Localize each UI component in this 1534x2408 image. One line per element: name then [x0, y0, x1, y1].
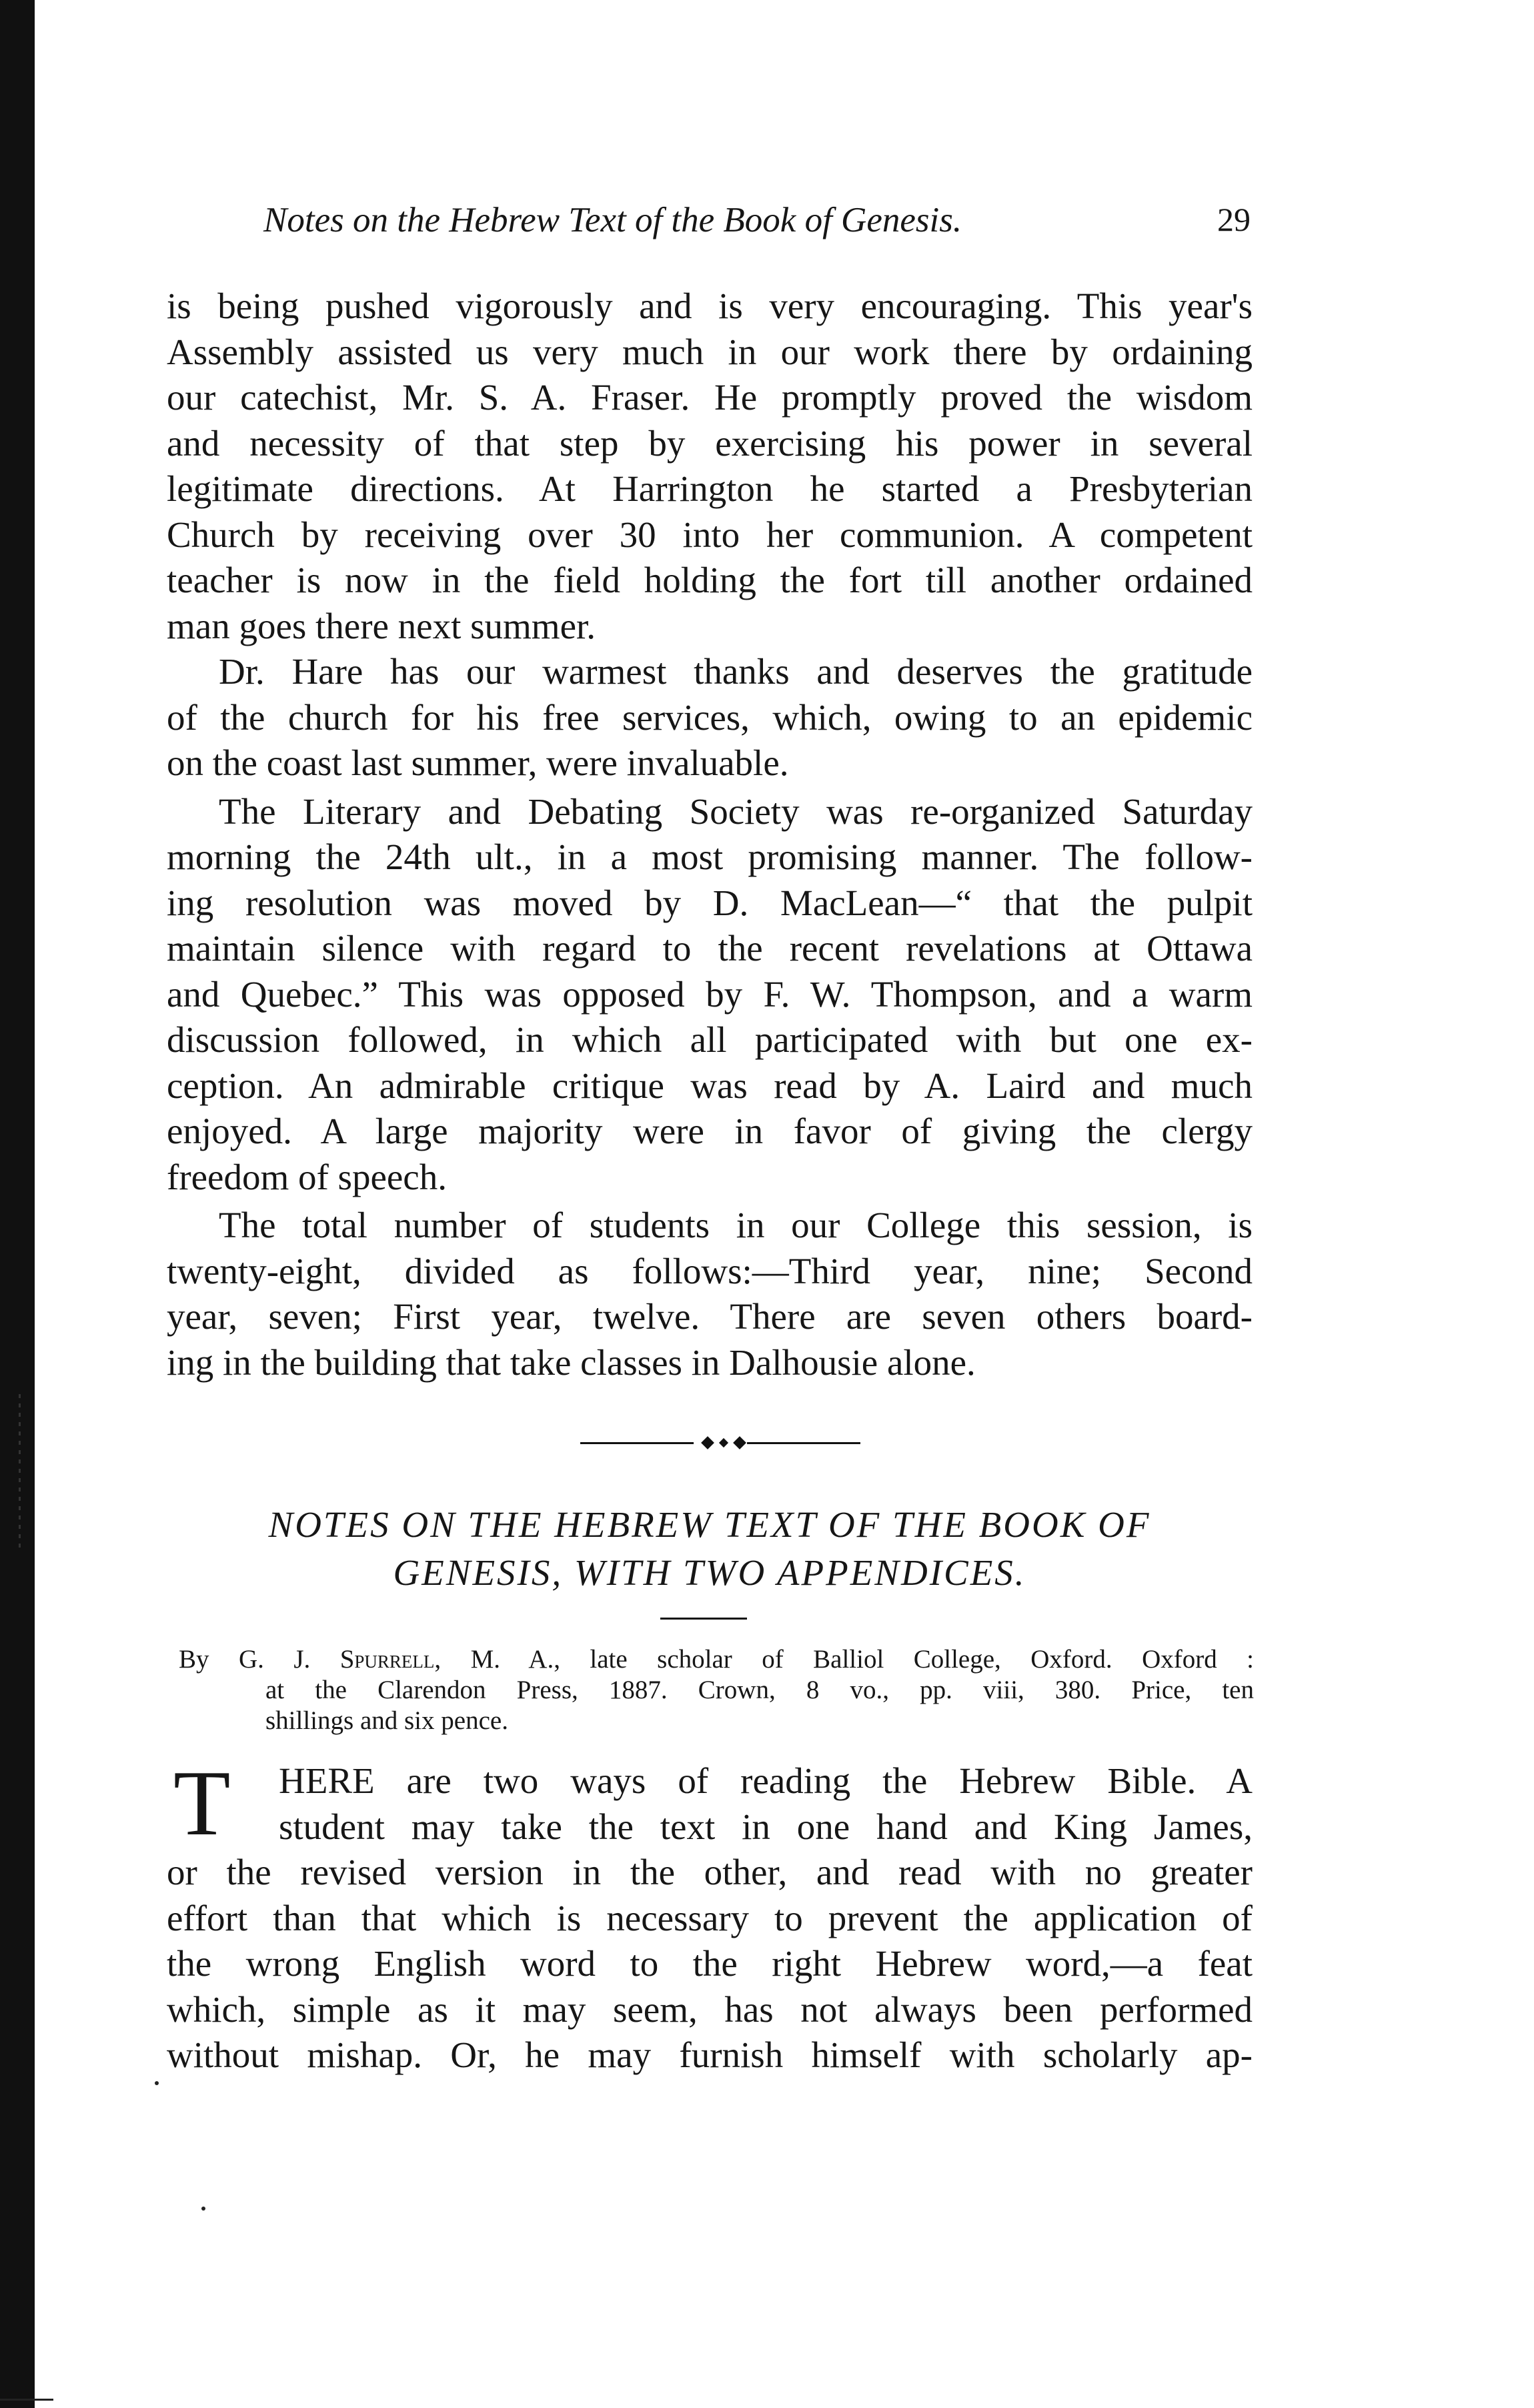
divider-diamond [733, 1436, 746, 1449]
text-line: The Literary and Debating Society was re-organized Saturday [219, 790, 1253, 832]
text-line: year, seven; First year, twelve. There are seven others board- [167, 1296, 1253, 1337]
divider-diamond [719, 1438, 728, 1447]
gutter-mark [19, 1394, 21, 1548]
text-line: ing in the building that take classes in Dalhousie alone. [167, 1341, 976, 1383]
text-line: our catechist, Mr. S. A. Fraser. He promptly proved the wisdom [167, 377, 1253, 418]
text-line: ception. An admirable critique was read by A. Laird and much [167, 1065, 1253, 1106]
text-line: maintain silence with regard to the recent revelations at Ottawa [167, 928, 1253, 969]
text-line: Dr. Hare has our warmest thanks and deserves the gratitude [219, 651, 1253, 692]
text-line: twenty-eight, divided as follows:—Third year, nine; Second [167, 1250, 1253, 1291]
text-line: morning the 24th ult., in a most promising manner. The follow- [167, 836, 1253, 877]
article-title [167, 1501, 1253, 1597]
text-line: legitimate directions. At Harrington he started a Presbyterian [167, 468, 1253, 509]
paragraph [167, 283, 1253, 649]
text-line: ing resolution was moved by D. MacLean—“ that the pulpit [167, 882, 1253, 923]
text-line: HERE are two ways of reading the Hebrew Bible. A [279, 1760, 1253, 1801]
page-header [263, 200, 1251, 253]
citation-by: By G. J. [179, 1645, 340, 1674]
title-rule [660, 1618, 747, 1620]
text-line: The total number of students in our College this session, is [219, 1205, 1253, 1245]
divider-diamond [701, 1436, 714, 1449]
text-line: Assembly assisted us very much in our work there by ordaining [167, 331, 1253, 372]
binding-edge [0, 0, 35, 2408]
citation-details: , M. A., late scholar of Balliol College, Oxford. Oxford : [434, 1645, 1254, 1674]
text-line: without mishap. Or, he may furnish himself with scholarly ap- [167, 2034, 1253, 2075]
article-title-line: NOTES ON THE HEBREW TEXT OF THE BOOK OF [268, 1504, 1151, 1545]
paragraph [167, 1203, 1253, 1385]
text-line: the wrong English word to the right Hebrew word,—a feat [167, 1943, 1253, 1984]
citation-line [179, 1644, 1254, 1675]
text-line: and Quebec.” This was opposed by F. W. Thompson, and a warm [167, 973, 1253, 1015]
text-line: is being pushed vigorously and is very encouraging. This year's [167, 285, 1253, 326]
text-line: freedom of speech. [167, 1156, 447, 1197]
paragraph [167, 649, 1253, 786]
paragraph [167, 789, 1253, 1201]
text-line: or the revised version in the other, and read with no greater [167, 1852, 1253, 1892]
drop-cap: T [173, 1752, 231, 1855]
text-line: Church by receiving over 30 into her communion. A competent [167, 514, 1253, 555]
text-block [167, 283, 1253, 1385]
text-line: discussion followed, in which all participated with but one ex- [167, 1019, 1253, 1060]
section-divider-ornament [580, 1437, 860, 1450]
text-line: effort than that which is necessary to prevent the application of [167, 1897, 1253, 1938]
citation-line: shillings and six pence. [265, 1706, 508, 1735]
text-line: and necessity of that step by exercising his power in several [167, 422, 1253, 464]
citation-author: Spurrell [339, 1645, 435, 1674]
text-line: teacher is now in the field holding the fort till another ordained [167, 560, 1253, 600]
text-line: student may take the text in one hand and King James, [279, 1806, 1253, 1847]
bottom-edge-mark [0, 2399, 53, 2401]
speck [155, 2081, 159, 2085]
text-line: man goes there next summer. [167, 605, 596, 646]
text-line: of the church for his free services, which, owing to an epidemic [167, 696, 1253, 738]
text-line: enjoyed. A large majority were in favor of giving the clergy [167, 1111, 1253, 1151]
text-line: on the coast last summer, were invaluable. [167, 742, 789, 783]
running-head: Notes on the Hebrew Text of the Book of Genesis. [263, 201, 962, 239]
divider-rule-left [580, 1442, 694, 1444]
speck [201, 2207, 205, 2211]
divider-rule-right [747, 1442, 860, 1444]
citation-line: at the Clarendon Press, 1887. Crown, 8 vo., pp. viii, 380. Price, ten [265, 1676, 1254, 1704]
article-opening-paragraph [167, 1752, 1253, 2078]
page-number: 29 [1217, 201, 1251, 238]
article-title-line: GENESIS, WITH TWO APPENDICES. [393, 1552, 1026, 1593]
article-citation [179, 1644, 1254, 1736]
text-line: which, simple as it may seem, has not always been performed [167, 1988, 1253, 2030]
